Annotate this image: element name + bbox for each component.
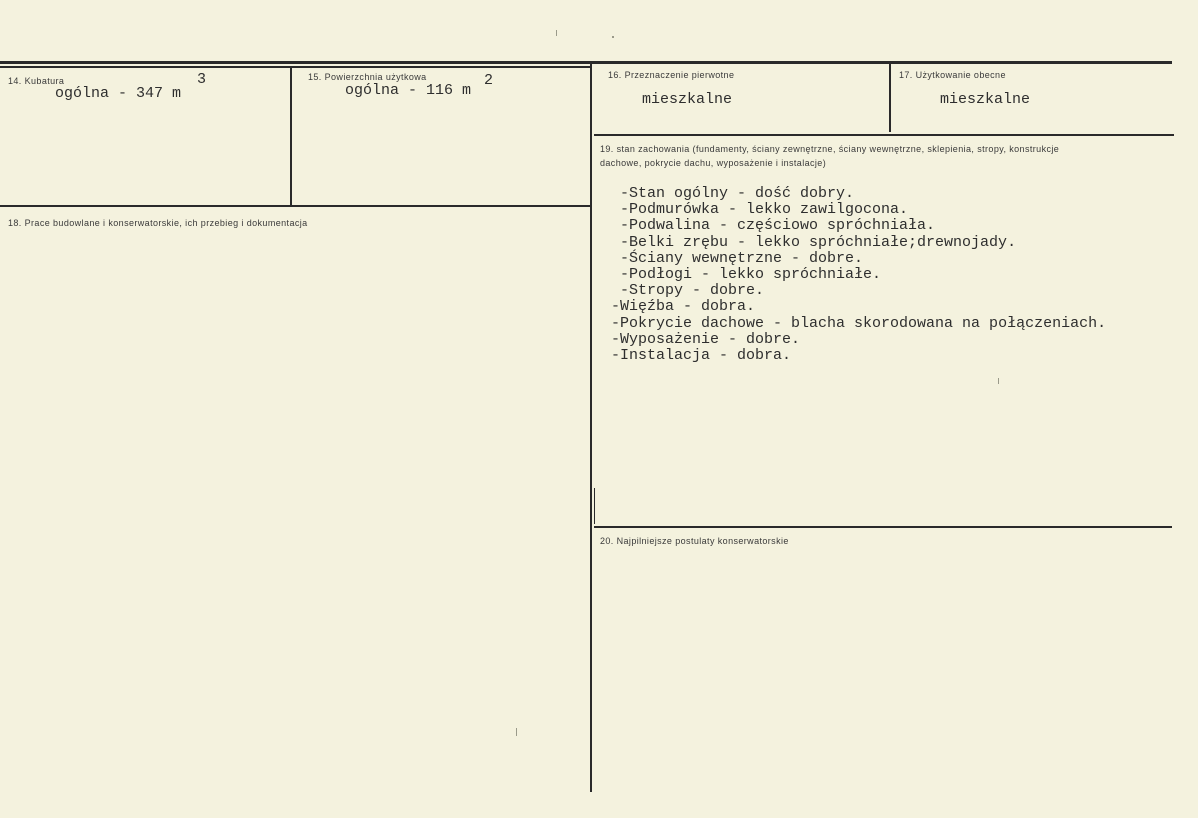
paper-speck (998, 378, 999, 384)
field-15-value: ogólna - 116 m (345, 82, 472, 99)
field-14-value: ogólna - 347 m (55, 85, 182, 102)
condition-line: -Wyposażenie - dobre. (611, 330, 801, 348)
rule-under-16-17 (594, 134, 1174, 136)
field-18-label: 18. Prace budowlane i konserwatorskie, ich przebieg i dokumentacja (8, 218, 308, 228)
field-17-label: 17. Użytkowanie obecne (899, 70, 1006, 80)
field-15-superscript: 2 (484, 72, 494, 89)
condition-line: -Podmurówka - lekko zawilgocona. (620, 201, 909, 219)
rule-under-14-15 (0, 205, 590, 207)
condition-line: -Ściany wewnętrzne - dobre. (620, 249, 864, 267)
field-15-label: 15. Powierzchnia użytkowa (308, 72, 427, 82)
divider-16-17 (889, 64, 891, 132)
field-16-value: mieszkalne (642, 91, 733, 108)
divider-14-15 (290, 66, 292, 207)
rule-above-20 (594, 526, 1172, 528)
field-16-label: 16. Przeznaczenie pierwotne (608, 70, 735, 80)
field-14-label: 14. Kubatura (8, 76, 65, 86)
condition-line: -Podłogi - lekko spróchniałe. (620, 266, 882, 283)
paper-speck (556, 30, 557, 36)
paper-speck (516, 728, 517, 736)
condition-line: -Stropy - dobre. (620, 282, 765, 300)
field-20-label: 20. Najpilniejsze postulaty konserwatorskie (600, 536, 789, 546)
condition-line: -Pokrycie dachowe - blacha skorodowana na połączeniach. (611, 314, 1107, 332)
field-19-label: 19. stan zachowania (fundamenty, ściany zewnętrzne, ściany wewnętrzne, sklepienia, stropy, konstrukcje dachowe, pokrycie dachu, wyposażenie i instalacje) (600, 144, 1060, 168)
condition-line: -Instalacja - dobra. (611, 347, 792, 364)
paper-speck (612, 36, 614, 38)
condition-line: -Podwalina - częściowo spróchniała. (620, 217, 936, 235)
top-border-second (0, 66, 590, 68)
divider-tick (594, 488, 595, 524)
condition-line: -Belki zrębu - lekko spróchniałe;drewnojady. (620, 233, 1017, 251)
field-17-value: mieszkalne (940, 91, 1031, 108)
condition-line: -Stan ogólny - dość dobry. (620, 185, 855, 202)
field-14-superscript: 3 (197, 71, 207, 88)
condition-line: -Więźba - dobra. (611, 298, 756, 316)
main-vertical-divider (590, 64, 592, 792)
top-border (0, 61, 1172, 64)
